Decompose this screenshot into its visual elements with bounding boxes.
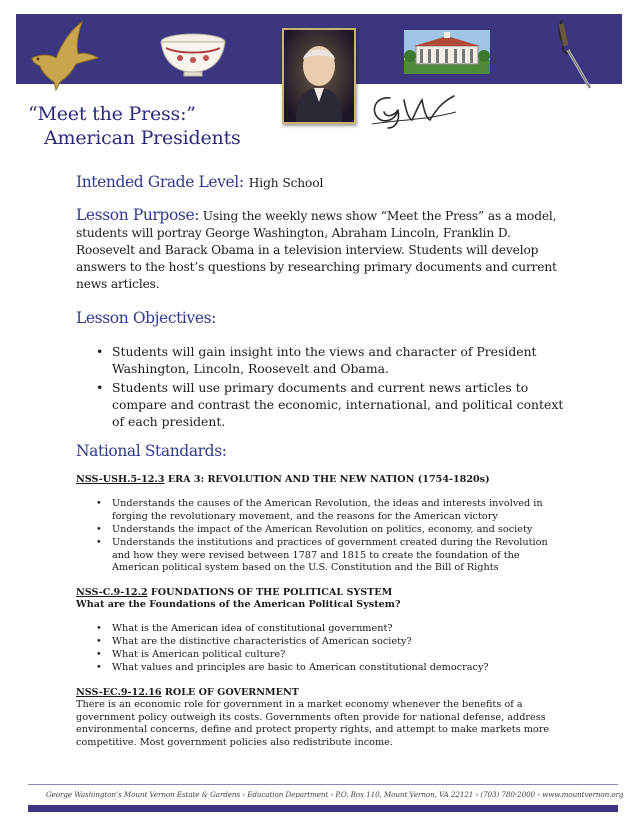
objectives-list: [96, 343, 566, 430]
list-item: • What values and principles are basic to American constitutional democracy?: [96, 662, 566, 675]
mount-vernon-mansion-icon: [404, 30, 490, 74]
standard-1-heading: [76, 474, 566, 486]
lesson-content: [76, 172, 566, 749]
standard-2-subtitle: What are the Foundations of the American Political System?: [76, 598, 401, 610]
standard-3-heading: [76, 687, 566, 699]
title-line-2: American Presidents: [44, 127, 241, 149]
standard-1-code: NSS-USH.5-12.3: [76, 474, 165, 485]
grade-level-section: [76, 172, 566, 191]
standard-2-title: FOUNDATIONS OF THE POLITICAL SYSTEM: [147, 586, 393, 598]
national-standards-heading: National Standards:: [76, 442, 227, 460]
list-item: • Understands the institutions and practices of government created during the Revolution and how they were revised between 1787 and 1815 to create the foundation of the American political system based on the U.S. Constitution and the Bill of Rights: [96, 537, 566, 575]
gw-signature: [366, 90, 462, 130]
title-line-1: “Meet the Press:”: [28, 103, 196, 125]
list-item: • What is the American idea of constitutional government?: [96, 623, 566, 636]
standard-1-title: ERA 3: REVOLUTION AND THE NEW NATION (1754-1820s): [164, 474, 490, 485]
sword-hilt-icon: [548, 16, 594, 90]
footer-divider: [28, 784, 618, 785]
standard-3-title: ROLE OF GOVERNMENT: [161, 686, 299, 698]
grade-level-heading: Intended Grade Level:: [76, 173, 244, 191]
standard-2-heading: [76, 587, 566, 611]
grade-level-value: High School: [248, 176, 324, 190]
list-item: • Understands the impact of the American Revolution on politics, economy, and society: [96, 524, 566, 537]
lesson-purpose-text: Using the weekly news show “Meet the Press” as a model, students will portray George Washington, Abraham Lincoln, Franklin D. Roosevelt and Barack Obama in a television interview. Students will develop answers to the host’s questions by researching primary documents and current news articles.: [76, 209, 557, 291]
standard-3-code: NSS-EC.9-12.16: [76, 686, 162, 698]
document-title: [28, 102, 241, 150]
porcelain-bowl-icon: [158, 30, 228, 78]
footer-address: George Washington’s Mount Vernon Estate & Gardens › Education Department › P.O. Box 110, Mount Vernon, VA 22121 › (703) 780-2000 › www.mountvernon.org: [46, 790, 624, 799]
list-item: • What are the distinctive characteristics of American society?: [96, 636, 566, 649]
footer-bar: [28, 805, 618, 812]
lesson-objectives-heading: Lesson Objectives:: [76, 309, 216, 327]
washington-portrait-image: [282, 28, 356, 124]
standard-3-text: There is an economic role for government in a market economy whenever the benefits of a government policy outweigh its costs. Governments often provide for national defense, address environmental concerns, define and protect property rights, and attempt to make markets more competitive. Most government policies also redistribute income.: [76, 698, 550, 748]
eagle-weathervane-icon: [26, 18, 102, 92]
lesson-purpose-heading: Lesson Purpose:: [76, 206, 200, 224]
standard-2-code: NSS-C.9-12.2: [76, 586, 148, 598]
list-item: • Students will gain insight into the views and character of President Washington, Lincoln, Roosevelt and Obama.: [96, 343, 566, 377]
list-item: • Understands the causes of the American Revolution, the ideas and interests involved in forging the revolutionary movement, and the reasons for the American victory: [96, 498, 566, 523]
lesson-objectives-section: [76, 309, 566, 430]
list-item: • What is American political culture?: [96, 649, 566, 662]
standard-2-list: [96, 623, 566, 675]
lesson-purpose-section: [76, 207, 566, 293]
list-item: • Students will use primary documents and current news articles to compare and contrast the economic, international, and political context of each president.: [96, 379, 566, 430]
national-standards-section: [76, 442, 566, 749]
standard-1-list: [96, 498, 566, 575]
